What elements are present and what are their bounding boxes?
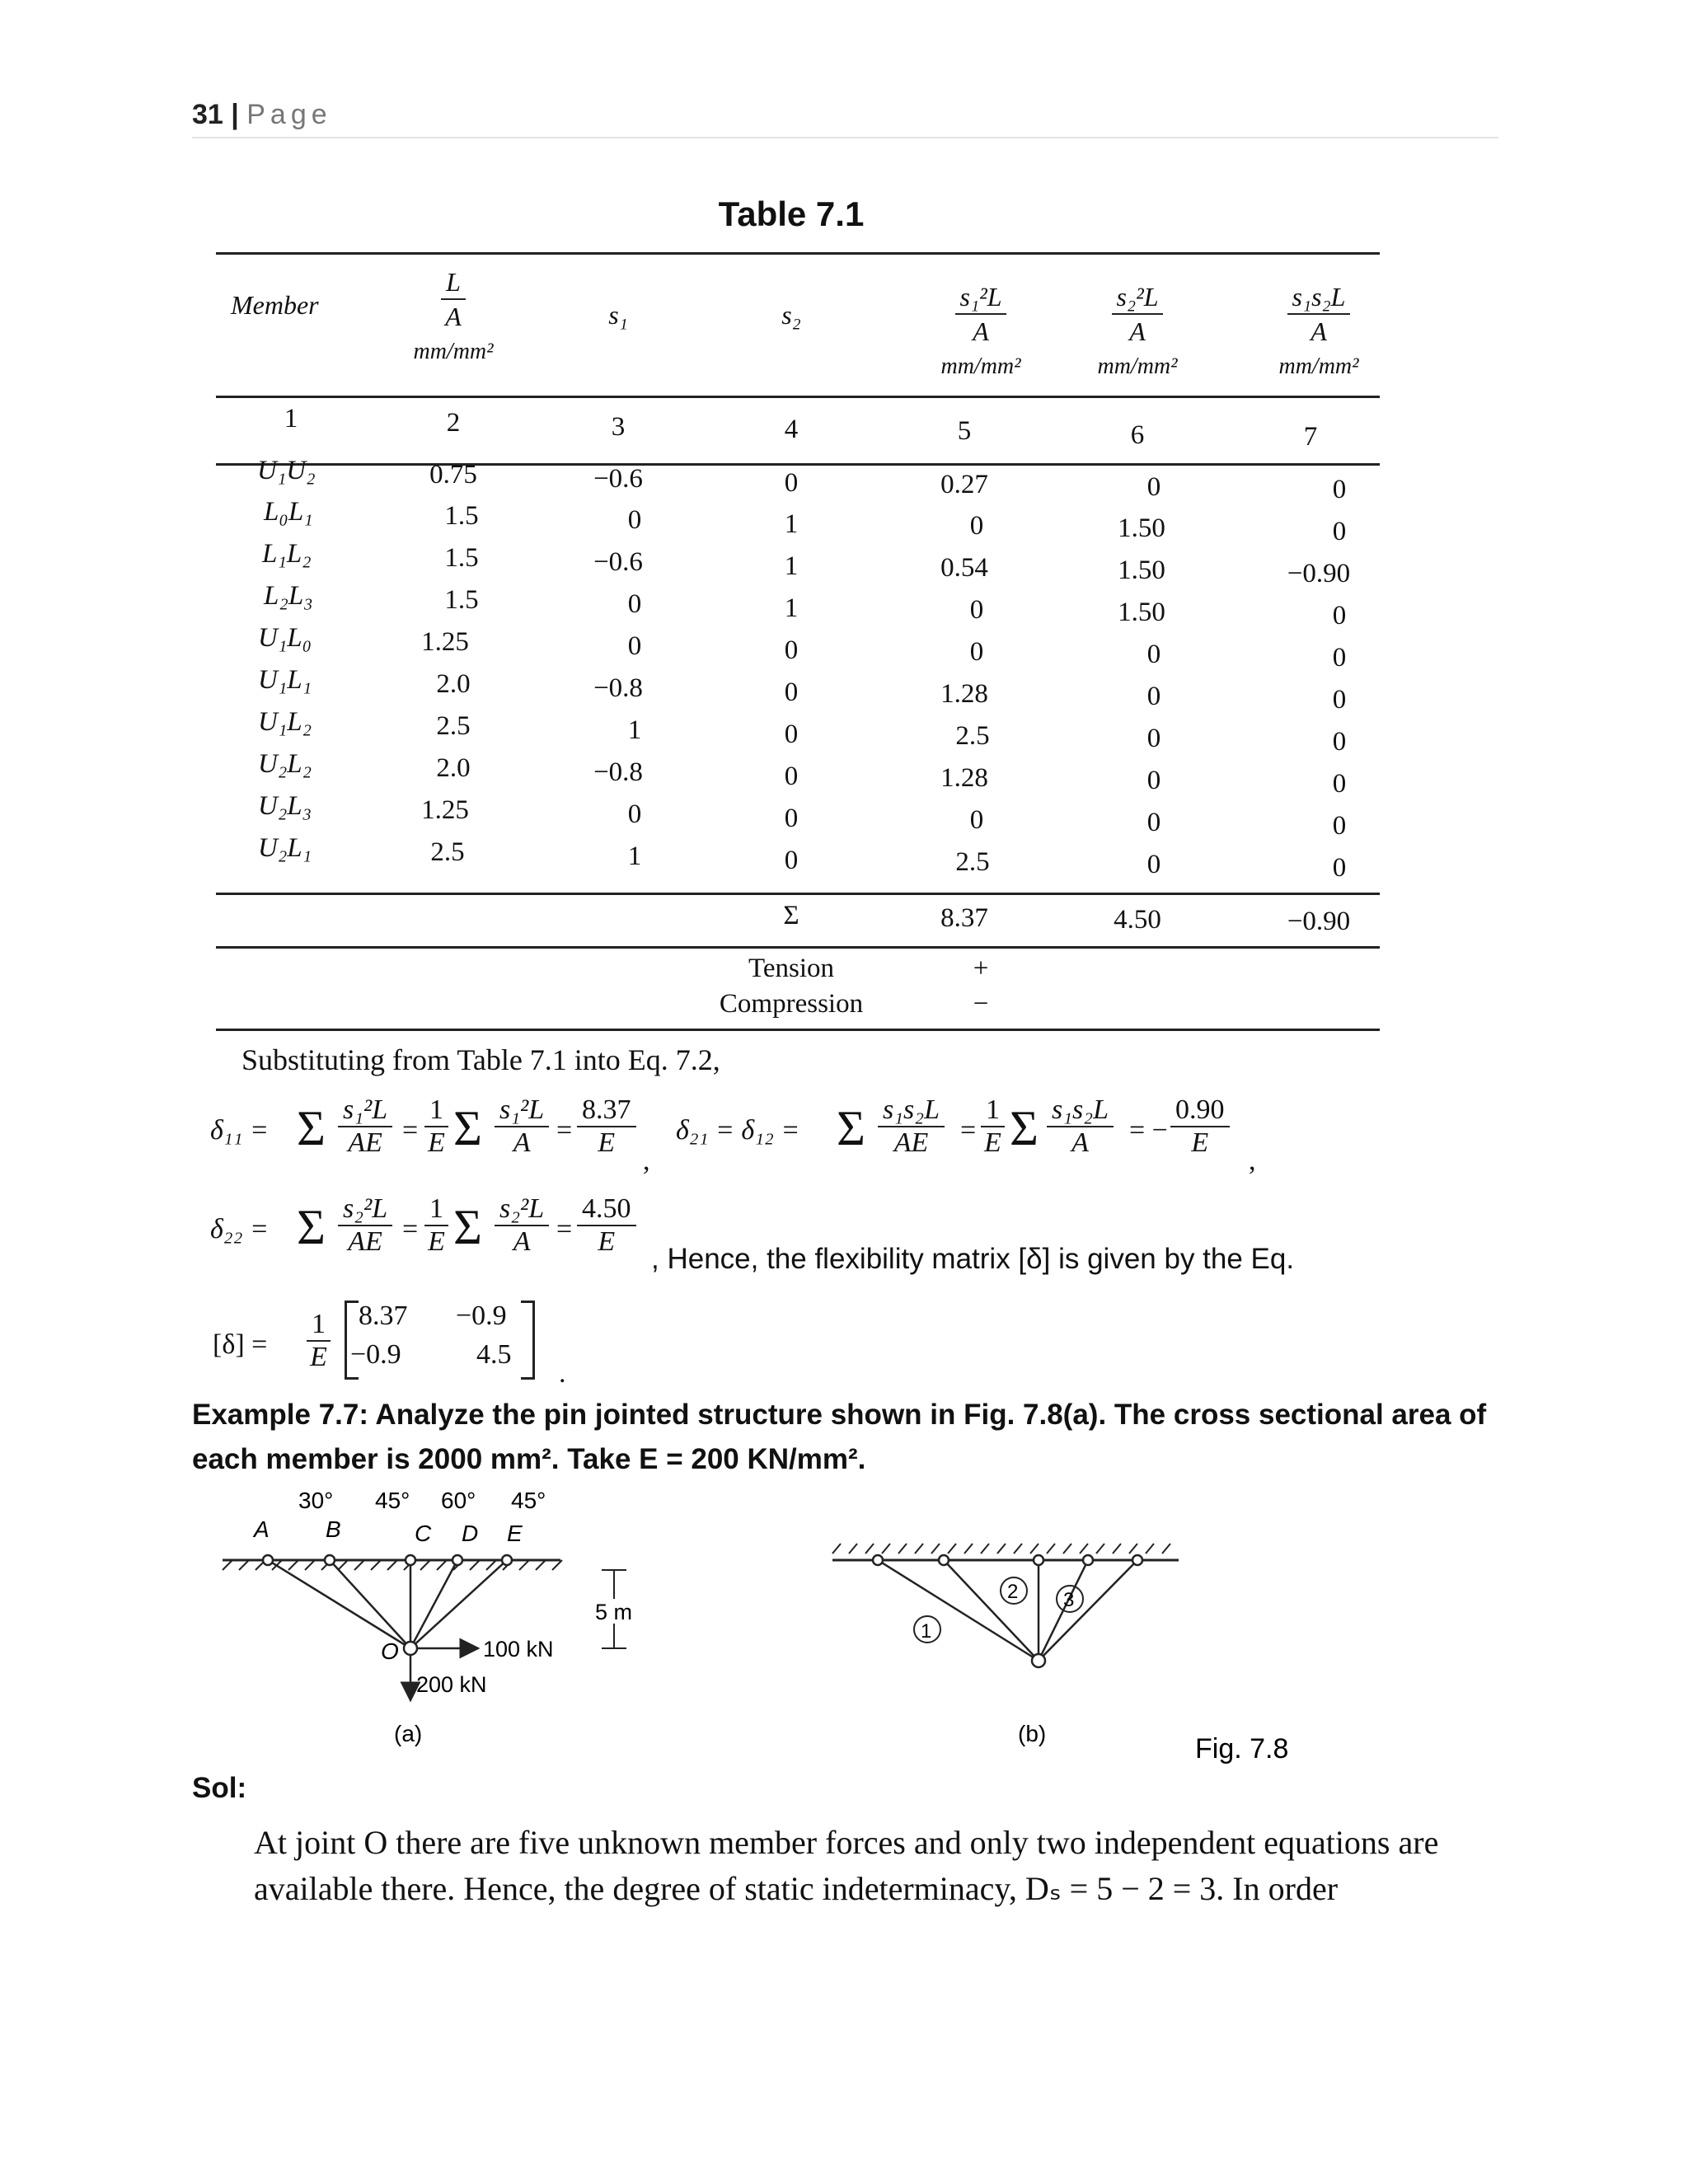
hatching-b [832, 1544, 1170, 1554]
delta11-frac1: $\frac{\text{s₁²L}}{AE}$ [338, 1094, 392, 1159]
hence-text: , Hence, the flexibility matrix [δ] is given by the Eq. [651, 1243, 1295, 1275]
joint-label: C [415, 1521, 432, 1546]
members-a [268, 1560, 507, 1648]
delta21-frac1: $\frac{\text{s₁s₂L}}{AE}$ [878, 1094, 945, 1159]
angle-label: 60° [441, 1488, 476, 1513]
page-word: Page [246, 99, 332, 130]
header-s2: s₂ [781, 300, 801, 330]
matrix-cell: −0.9 [456, 1301, 507, 1331]
colnum-2: 2 [446, 408, 461, 438]
colnum-6: 6 [1130, 420, 1145, 450]
delta11-frac2: $\frac{\text{s₁²L}}{A}$ [495, 1094, 549, 1159]
matrix-cell: 4.5 [476, 1339, 512, 1370]
matrix-lhs: [δ] = [213, 1329, 268, 1360]
joints-b [873, 1555, 1142, 1667]
header-col7: $\frac{\text{s₁s₂L}}{A}$ mm/mm² [1278, 282, 1359, 379]
joint-label: D [462, 1521, 479, 1546]
delta11-result: $\frac{8.37}{E}$ [577, 1094, 636, 1159]
matrix-right-bracket [521, 1301, 535, 1380]
delta21-frac-1e: $\frac{1}{E}$ [981, 1094, 1005, 1159]
table-header-rule [216, 396, 1380, 398]
header-col5: $\frac{\text{s₁²L}}{A}$ mm/mm² [940, 282, 1021, 379]
delta22-result: $\frac{4.50}{E}$ [577, 1193, 636, 1258]
delta21-result: $\frac{0.90}{E}$ [1170, 1094, 1230, 1159]
matrix-cell: 8.37 [359, 1301, 408, 1331]
solution-heading: Sol: [192, 1772, 247, 1804]
delta22-frac-1e: $\frac{1}{E}$ [424, 1193, 448, 1258]
matrix-cell: −0.9 [350, 1339, 401, 1370]
delta21-frac2: $\frac{\text{s₁s₂L}}{A}$ [1047, 1094, 1114, 1159]
table-bottom-rule [216, 1029, 1380, 1031]
header-rule [192, 137, 1498, 138]
joint-label: E [507, 1521, 523, 1546]
fig-b-label: (b) [1018, 1721, 1047, 1746]
angle-label: 45° [375, 1488, 410, 1513]
table-body-rule [216, 893, 1380, 895]
page-number: 31 [192, 99, 223, 130]
sigma-symbol: Σ [1010, 1101, 1039, 1155]
colnum-4: 4 [784, 415, 799, 444]
delta11-lhs: δ₁₁ = [210, 1115, 269, 1146]
member-number: 3 [1063, 1589, 1075, 1611]
sigma-symbol: Σ [453, 1101, 482, 1155]
page-separator: | [231, 99, 239, 130]
member-number: 1 [921, 1620, 932, 1643]
joint-label: A [254, 1516, 270, 1542]
load-h-label: 100 kN [483, 1637, 554, 1661]
height-label: 5 m [595, 1600, 633, 1624]
sum-symbol: Σ [783, 901, 799, 930]
delta22-frac1: $\frac{\text{s₂²L}}{AE}$ [338, 1193, 392, 1258]
comma: , [643, 1146, 650, 1176]
solution-text: At joint O there are five unknown member forces and only two independent equations are available there. Hence, the degree of static indeterminacy, Dₛ = 5 − 2 = 3. In order [254, 1824, 1439, 1907]
table-title: Table 7.1 [718, 194, 865, 233]
legend-minus: − [973, 989, 989, 1019]
example-line-2: each member is 2000 mm². Take E = 200 KN/mm². [192, 1443, 866, 1475]
delta21-lhs: δ₂₁ = δ₁₂ = [676, 1115, 800, 1146]
joint-label: B [326, 1516, 341, 1542]
comma: , [1249, 1146, 1256, 1176]
matrix-dot: . [559, 1358, 566, 1389]
header-s1: s₁ [608, 300, 628, 330]
sigma-symbol: Σ [297, 1200, 326, 1254]
equals-sign: = [402, 1115, 419, 1146]
sigma-symbol: Σ [453, 1200, 482, 1254]
substituting-text: Substituting from Table 7.1 into Eq. 7.2, [241, 1043, 720, 1076]
example-line-1: Example 7.7: Analyze the pin jointed structure shown in Fig. 7.8(a). The cross sectional area of [192, 1399, 1487, 1431]
fig-a-label: (a) [394, 1721, 423, 1746]
legend-plus: + [973, 954, 989, 983]
members-b [878, 1560, 1137, 1661]
equals-sign: = [960, 1115, 977, 1146]
legend-compression: Compression [719, 989, 864, 1019]
sum-col5: 8.37 [940, 903, 988, 933]
equals-sign: = [556, 1115, 573, 1146]
angle-label: 45° [511, 1488, 546, 1513]
delta22-lhs: δ₂₂ = [210, 1214, 269, 1244]
header-l-over-a: $\frac{L}{A}$ mm/mm² [413, 267, 494, 364]
joint-label: O [381, 1638, 399, 1664]
sigma-symbol: Σ [297, 1101, 326, 1155]
equals-sign: = [402, 1214, 419, 1244]
colnum-1: 1 [284, 404, 298, 434]
header-member: Member [231, 290, 319, 320]
colnum-5: 5 [957, 416, 972, 446]
sigma-symbol: Σ [837, 1101, 865, 1155]
sum-col6: 4.50 [1114, 905, 1161, 935]
legend-tension: Tension [748, 954, 834, 983]
page-header [192, 99, 332, 131]
table-sum-rule [216, 946, 1380, 949]
sum-col7: −0.90 [1287, 907, 1351, 936]
colnum-3: 3 [611, 412, 626, 442]
minus-equals: = − [1129, 1115, 1168, 1146]
table-top-rule [216, 252, 1380, 255]
colnum-7: 7 [1303, 422, 1318, 452]
angle-label: 30° [298, 1488, 334, 1513]
header-col6: $\frac{\text{s₂²L}}{A}$ mm/mm² [1097, 282, 1178, 379]
member-number: 2 [1007, 1581, 1019, 1603]
matrix-scalar: $\frac{1}{E}$ [307, 1309, 331, 1373]
truss-figure [206, 1488, 1401, 1768]
example-statement [192, 1393, 1511, 1482]
figure-caption: Fig. 7.8 [1195, 1733, 1289, 1765]
delta11-frac-1e: $\frac{1}{E}$ [424, 1094, 448, 1159]
delta22-frac2: $\frac{\text{s₂²L}}{A}$ [495, 1193, 549, 1258]
member-number-circles [914, 1577, 1083, 1643]
load-v-label: 200 kN [416, 1672, 487, 1697]
equals-sign: = [556, 1214, 573, 1244]
